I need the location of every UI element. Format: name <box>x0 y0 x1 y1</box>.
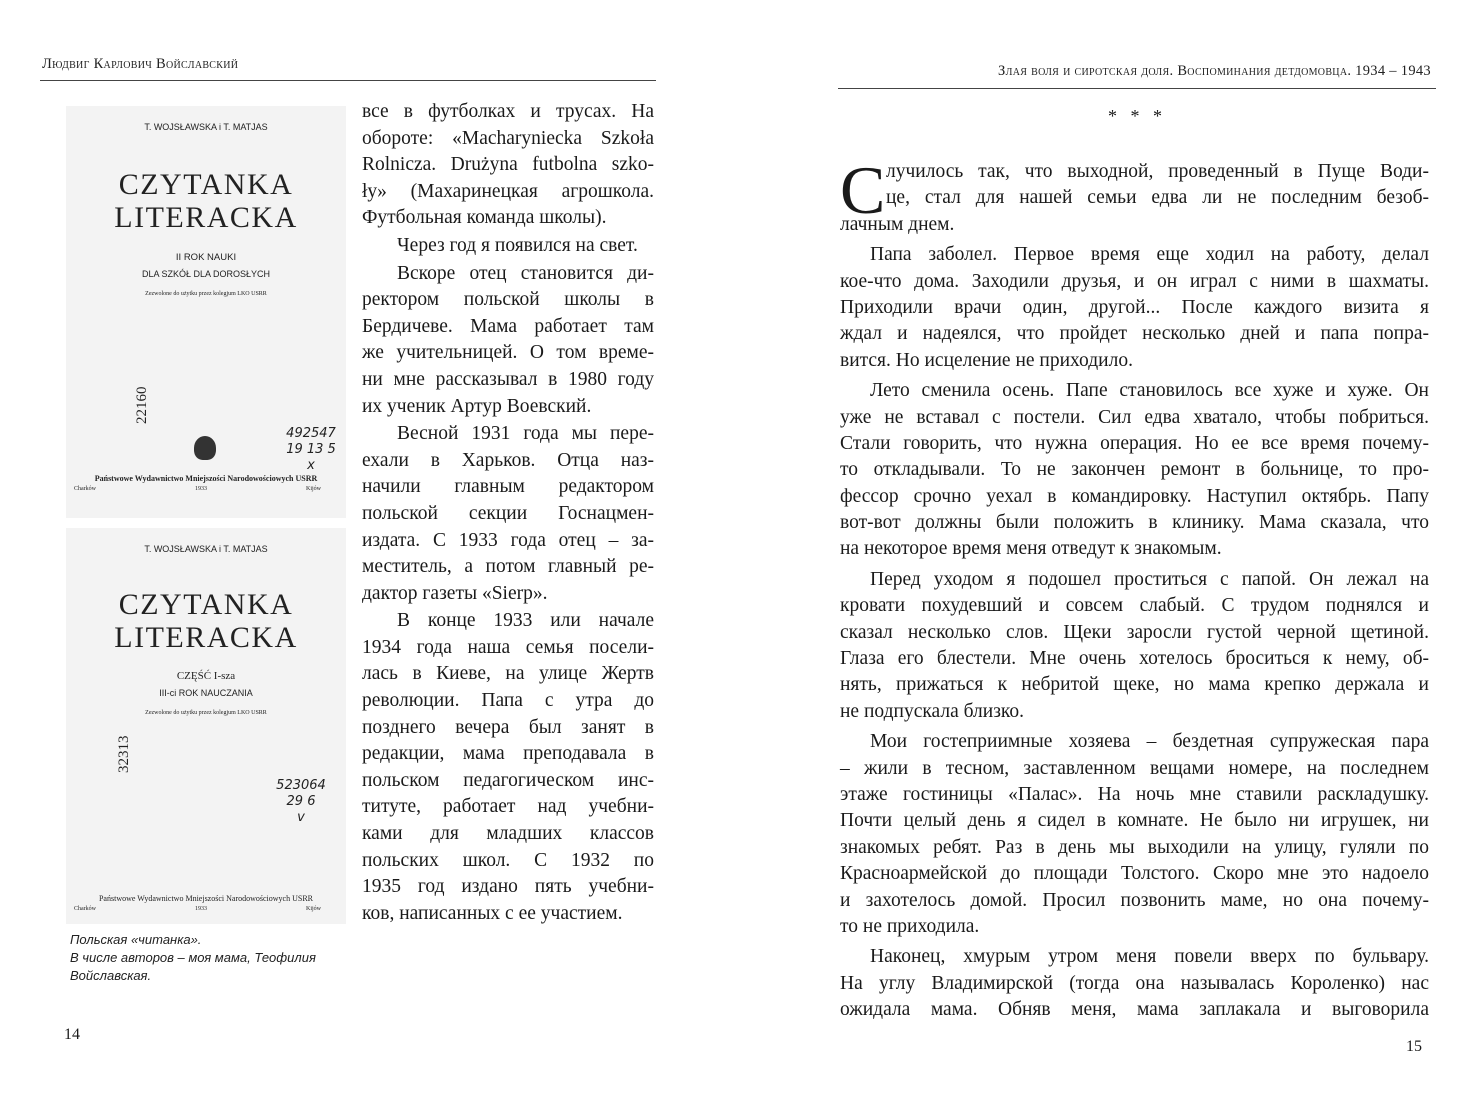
paragraph <box>840 378 1429 563</box>
handwritten-note: 29 6 <box>286 794 316 809</box>
text-line: це, стал для нашей семьи едва ли не последним безоб- <box>886 187 1429 209</box>
cover-title-line1: CZYTANKA <box>118 588 294 621</box>
text-line: Мои гостеприимные хозяева – бездетная супружеская пара <box>870 731 1429 753</box>
text-line: на некоторое время меня отведут к знакомым. <box>840 538 1222 560</box>
text-line: кровати похудевший и совсем слабый. С трудом поднялся и <box>840 595 1429 617</box>
handwritten-note: 19 13 5 <box>286 442 336 457</box>
text-line: же учительницей. О том време- <box>362 342 654 364</box>
publisher-emblem-icon <box>194 436 216 460</box>
text-line: ками для младших классов <box>362 823 654 845</box>
handwritten-note: 492547 <box>286 426 336 441</box>
caption-line: Польская «читанка». <box>70 932 202 947</box>
text-line: Весной 1931 года мы пере- <box>397 423 654 445</box>
text-line: 1934 года наша семья посели- <box>362 636 654 658</box>
text-line: то откладывали. То не закончен ремонт в больнице, то про- <box>840 459 1429 481</box>
text-line: ехали в Харьков. Отца наз- <box>362 449 654 471</box>
text-line: этаже гостиницы «Палас». На ночь мне ставили раскладушку. <box>840 783 1429 805</box>
text-line: кое-что дома. Заходили друзья, и он играл с ними в шахматы. <box>840 270 1429 292</box>
cover-subtitle1: II ROK NAUKI <box>175 252 237 263</box>
text-line: лачным днем. <box>840 213 955 235</box>
text-line: ни мне рассказывал в 1980 году <box>362 368 654 390</box>
text-line: Папа заболел. Первое время еще ходил на работу, делал <box>870 244 1429 266</box>
cover-title-line2: LITERACKA <box>114 201 298 234</box>
text-line: вот-вот должны были положить в клинику. Мама сказала, что <box>840 512 1429 534</box>
cover-publisher: Państwowe Wydawnictwo Mniejszości Narodowościowych USRR <box>94 474 318 483</box>
text-line: ły» (Махаринецкая агрошкола. <box>362 180 654 202</box>
text-line: – жили в тесном, заставленном вещами номере, на последнем <box>840 757 1429 779</box>
text-line: Наконец, хмурым утром меня повели вверх по бульвару. <box>870 946 1429 968</box>
caption-line: В числе авторов – моя мама, Теофилия <box>70 950 316 965</box>
text-line: лась в Киеве, на улице Жертв <box>362 663 654 685</box>
paragraph <box>362 233 654 260</box>
text-line: Перед уходом я подошел проститься с папой. Он лежал на <box>870 568 1429 590</box>
drop-cap: С <box>840 152 886 228</box>
text-line: знакомых ребят. Раз в день мы выходили на улицу, гуляли по <box>840 836 1429 858</box>
caption-line: Войславская. <box>70 968 152 983</box>
text-line: Почти целый день я сидел в комнате. Не было ни игрушек, ни <box>840 810 1429 832</box>
paragraph <box>362 261 654 421</box>
text-line: Стали говорить, что нужна операция. Но ее все время почему- <box>840 432 1429 454</box>
cover-city-left: Charków <box>74 906 96 912</box>
cover-authors: T. WOJSŁAWSKA i T. MATJAS <box>144 122 268 132</box>
text-line: Rolnicza. Drużyna futbolna szko- <box>362 154 654 176</box>
image-caption <box>70 931 360 985</box>
left-page-number: 14 <box>64 1026 80 1043</box>
text-line: обороте: «Macharyniecka Szkoła <box>362 127 654 149</box>
text-line: дактор газеты «Sierp». <box>362 582 548 604</box>
text-line: издата. С 1933 года отец – за- <box>362 529 654 551</box>
right-header-rule <box>838 88 1436 89</box>
text-line: революции. Папа с утра до <box>362 690 654 712</box>
cover-subtitle2: DLA SZKÓŁ DLA DOROSŁYCH <box>141 269 271 279</box>
text-line: польской секции Госнацмен- <box>362 502 654 524</box>
text-line: не подпускала близко. <box>840 700 1025 722</box>
text-line: ков, написанных с ее участием. <box>362 902 623 924</box>
text-line: Бердичеве. Мама работает там <box>362 315 654 337</box>
handwritten-note: 523064 <box>276 778 326 793</box>
text-line: Футбольная команда школы). <box>362 207 607 229</box>
handwritten-note: x <box>307 458 315 473</box>
section-break-mark: * * * <box>1108 106 1162 126</box>
text-line: их ученик Артур Воевский. <box>362 395 592 417</box>
cover-title-line2: LITERACKA <box>114 621 298 654</box>
book-cover-image-2 <box>66 528 346 924</box>
text-line: меститель, а потом главный ре- <box>362 556 654 578</box>
left-header-rule <box>40 80 656 81</box>
text-line: ждал и надеялся, что пройдет несколько дней и папа попра- <box>840 323 1429 345</box>
text-line: начили главным редактором <box>362 476 654 498</box>
paragraph <box>840 567 1429 725</box>
paragraph <box>840 152 1429 238</box>
cover-stamp-number: 22160 <box>134 386 150 424</box>
book-cover-image-1 <box>66 106 346 518</box>
text-line: титуте, работает над учебни- <box>362 796 654 818</box>
text-line: Лето сменила осень. Папе становилось все хуже и хуже. Он <box>870 380 1429 402</box>
cover-publisher: Państwowe Wydawnictwo Mniejszości Narodowościowych USRR <box>98 894 313 903</box>
cover-title-line1: CZYTANKA <box>118 168 294 201</box>
text-line: фессор срочно уехал в командировку. Наступил октябрь. Папу <box>840 485 1429 507</box>
text-line: Красноармейской до площади Толстого. Скоро мне это надоело <box>840 863 1429 885</box>
right-text-column <box>840 152 1429 1028</box>
paragraph <box>840 242 1429 374</box>
paragraph <box>362 99 654 232</box>
text-line: сказал несколько слов. Щеки заросли густой черной щетиной. <box>840 621 1429 643</box>
cover-subtitle1: CZĘŚĆ I-sza <box>176 670 236 682</box>
right-running-head: Злая воля и сиротская доля. Воспоминания детдомовца. 1934 – 1943 <box>998 63 1431 79</box>
paragraph <box>840 729 1429 940</box>
text-line: уже не вставал с постели. Сил едва хватало, чтобы побриться. <box>840 406 1429 428</box>
text-line: 1935 год издано пять учебни- <box>362 876 654 898</box>
cover-authors: T. WOJSŁAWSKA i T. MATJAS <box>144 544 268 554</box>
text-line: польском педагогическом инс- <box>362 769 654 791</box>
text-line: и захотелось домой. Просил позвонить маме, но она почему- <box>840 889 1429 911</box>
text-line: редакции, мама преподавала в <box>362 743 654 765</box>
cover-city-right: Kijów <box>306 906 321 912</box>
cover-city-left: Charków <box>74 486 96 492</box>
text-line: На углу Владимирской (тогда она называлась Короленко) нас <box>840 972 1429 994</box>
cover-year: 1933 <box>195 906 207 912</box>
text-line: все в футболках и трусах. На <box>362 101 654 122</box>
text-line: В конце 1933 или начале <box>397 610 654 632</box>
handwritten-note: v <box>297 810 305 825</box>
text-line: нять, прижаться к небритой щеке, но мама крепко держала и <box>840 674 1429 696</box>
cover-city-right: Kijów <box>306 486 321 492</box>
paragraph <box>840 944 1429 1023</box>
left-text-column <box>362 99 654 928</box>
text-line: Через год я появился на свет. <box>397 234 638 256</box>
paragraph <box>362 608 654 927</box>
paragraph <box>362 421 654 607</box>
text-line: польских школ. С 1932 по <box>362 849 654 871</box>
left-running-head: Людвиг Карлович Войславский <box>42 56 239 72</box>
cover-approval: Zezwolone do użytku przez kolegjum LKO USRR <box>145 710 267 716</box>
text-line: ожидала мама. Обняв меня, мама заплакала и выговорила <box>840 999 1429 1021</box>
cover-stamp-number: 32313 <box>116 735 132 773</box>
text-line: ректором польской школы в <box>362 289 654 311</box>
text-line: позднего вечера был занят в <box>362 716 654 738</box>
text-line: то не приходила. <box>840 915 980 937</box>
cover-approval: Zezwolone do użytku przez kolegjum LKO USRR <box>145 291 267 297</box>
text-line: Вскоре отец становится ди- <box>397 262 654 284</box>
cover-year: 1933 <box>195 486 207 492</box>
text-line: вится. Но исцеление не приходило. <box>840 349 1133 371</box>
cover-subtitle2: III-ci ROK NAUCZANIA <box>159 688 253 698</box>
text-line: Приходили врачи один, другой... После каждого визита я <box>840 296 1429 318</box>
text-line: лучилось так, что выходной, проведенный в Пуще Води- <box>886 161 1429 182</box>
right-page-number: 15 <box>1406 1038 1422 1055</box>
text-line: Глаза его блестели. Мне очень хотелось броситься к нему, об- <box>840 648 1429 670</box>
